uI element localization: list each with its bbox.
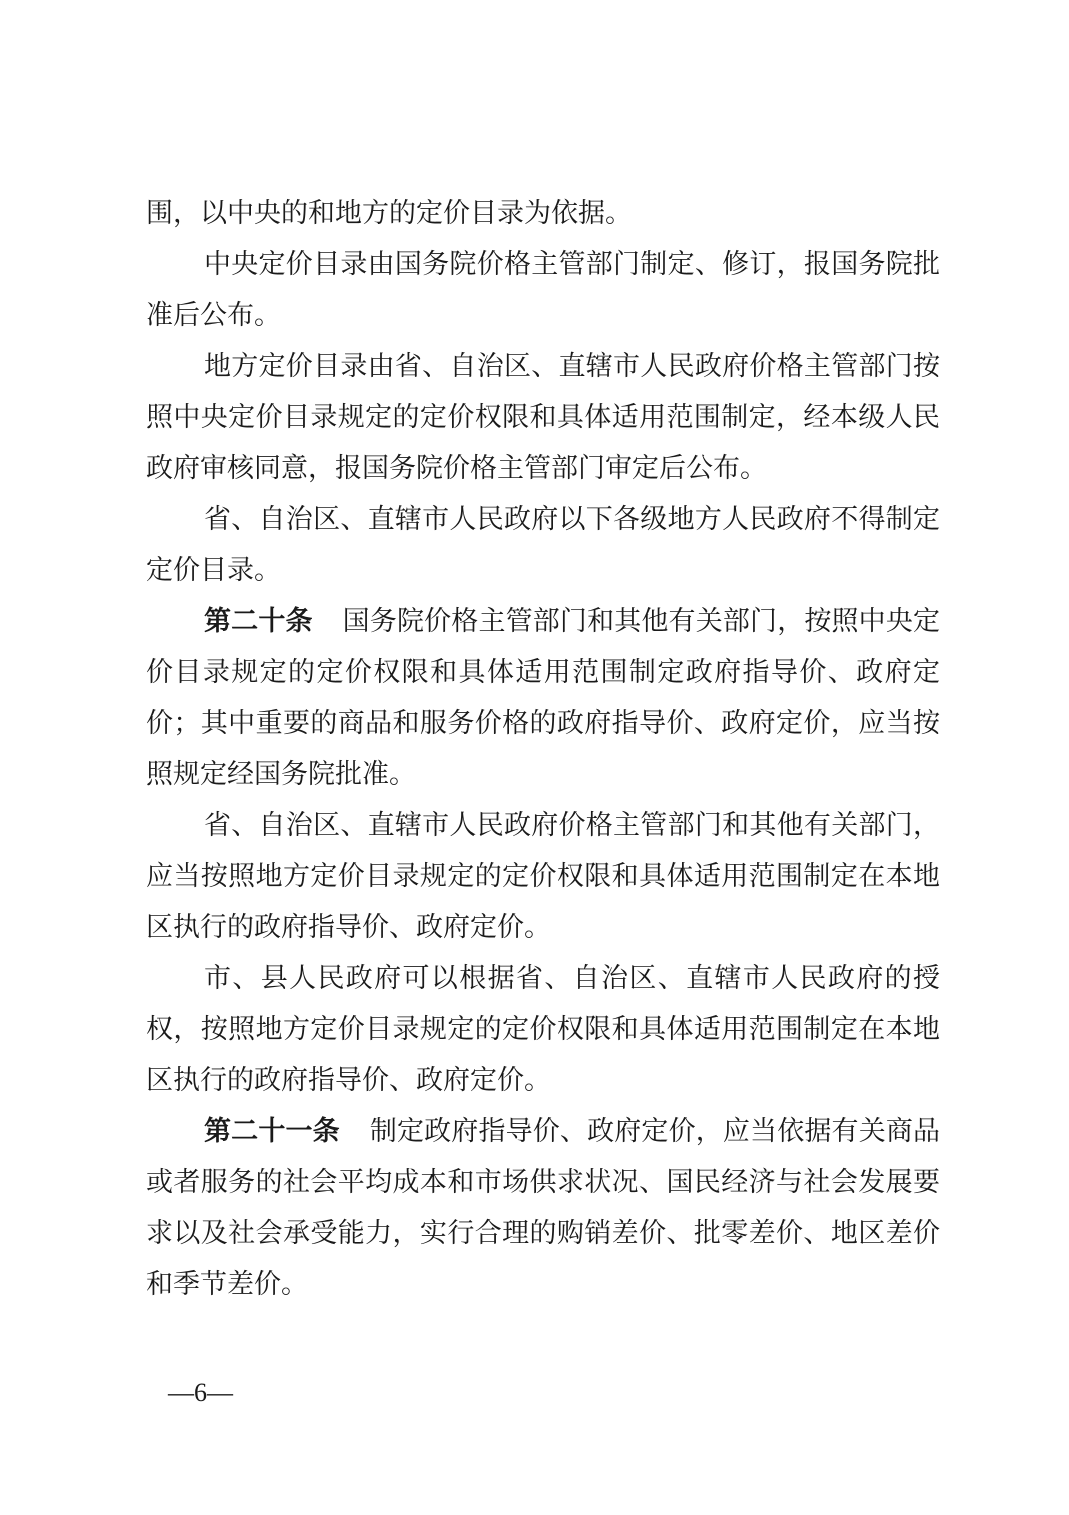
paragraph-text: 国务院价格主管部门和其他有关部门，按照中央定价目录规定的定价权限和具体适用范围制定政府指导价、政府定价；其中重要的商品和服务价格的政府指导价、政府定价，应当按照规定经国务院批准。	[146, 606, 940, 790]
paragraph-7	[146, 953, 940, 1106]
paragraph-text: 地方定价目录由省、自治区、直辖市人民政府价格主管部门按照中央定价目录规定的定价权限和具体适用范围制定，经本级人民政府审核同意，报国务院价格主管部门审定后公布。	[146, 351, 940, 484]
paragraph-text: 围，以中央的和地方的定价目录为依据。	[146, 198, 632, 229]
paragraph-1	[146, 188, 940, 239]
paragraph-text: 省、自治区、直辖市人民政府以下各级地方人民政府不得制定定价目录。	[146, 504, 940, 586]
article-20	[146, 596, 940, 800]
paragraph-text: 制定政府指导价、政府定价，应当依据有关商品或者服务的社会平均成本和市场供求状况、国民经济与社会发展要求以及社会承受能力，实行合理的购销差价、批零差价、地区差价和季节差价。	[146, 1116, 941, 1300]
paragraph-6	[146, 800, 940, 953]
page-number: —6—	[168, 1378, 233, 1407]
paragraph-4	[146, 494, 940, 596]
paragraph-text: 市、县人民政府可以根据省、自治区、直辖市人民政府的授权，按照地方定价目录规定的定价权限和具体适用范围制定在本地区执行的政府指导价、政府定价。	[146, 963, 940, 1096]
article-heading: 第二十一条	[204, 1116, 340, 1147]
article-21	[146, 1106, 940, 1310]
paragraph-text: 省、自治区、直辖市人民政府价格主管部门和其他有关部门，应当按照地方定价目录规定的定价权限和具体适用范围制定在本地区执行的政府指导价、政府定价。	[146, 810, 940, 943]
paragraph-2	[146, 239, 940, 341]
article-heading: 第二十条	[204, 606, 313, 637]
paragraph-3	[146, 341, 940, 494]
paragraph-text: 中央定价目录由国务院价格主管部门制定、修订，报国务院批准后公布。	[146, 249, 940, 331]
body-text	[146, 188, 940, 1310]
